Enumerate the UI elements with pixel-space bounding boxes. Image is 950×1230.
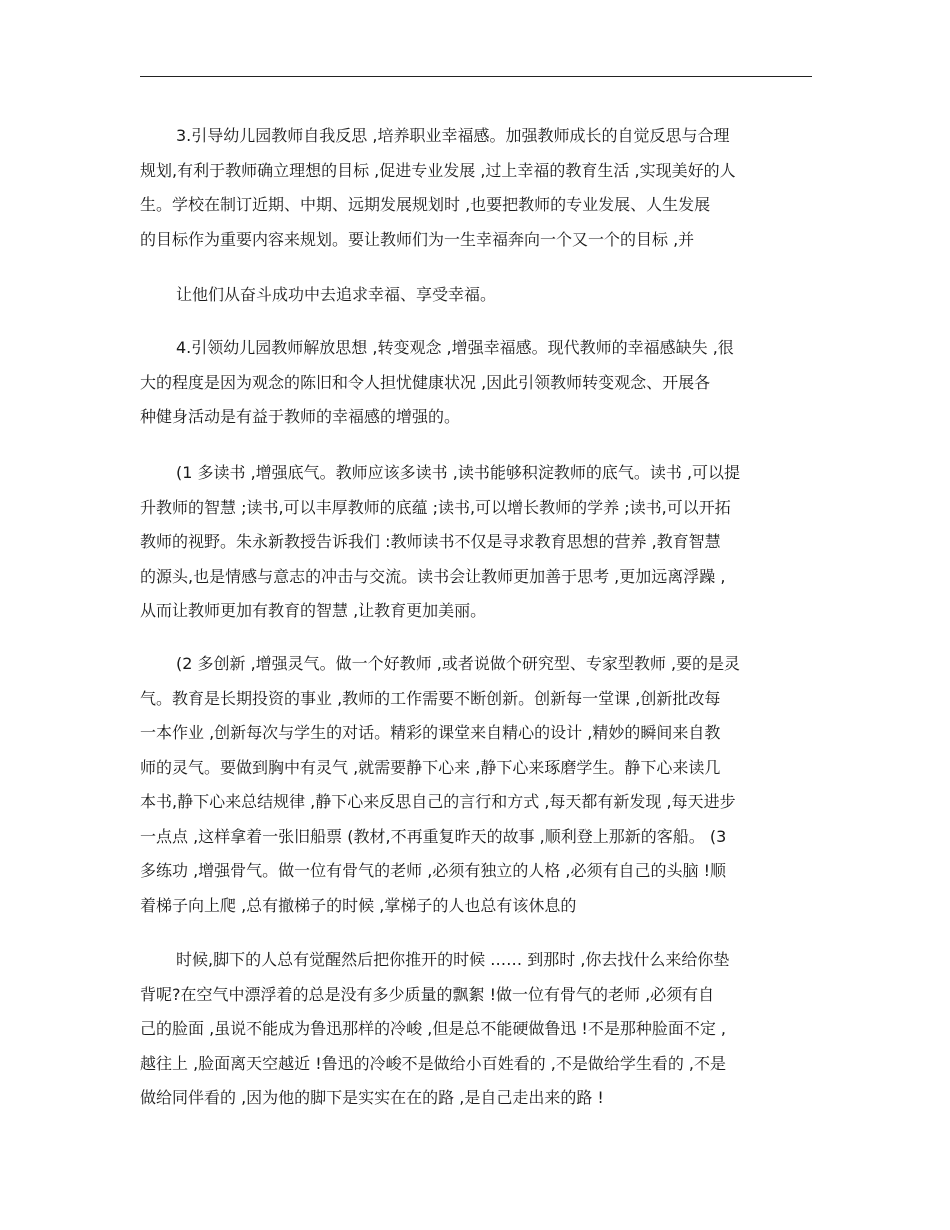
text-line: 背呢?在空气中漂浮着的总是没有多少质量的飘絮 !做一位有骨气的老师 ,必须有自: [140, 984, 715, 1004]
text-line: 让他们从奋斗成功中去追求幸福、享受幸福。: [176, 285, 497, 304]
paragraph-3: [140, 119, 812, 257]
text-line: (1 多读书 ,增强底气。教师应该多读书 ,读书能够积淀教师的底气。读书 ,可以提: [176, 463, 741, 482]
paragraph-reading: [140, 456, 812, 629]
text-line: (2 多创新 ,增强灵气。做一个好教师 ,或者说做个研究型、专家型教师 ,要的是灵: [176, 654, 741, 673]
paragraph-innovation: [140, 647, 812, 923]
text-line: 做给同伴看的 ,因为他的脚下是实实在在的路 ,是自己走出来的路 !: [140, 1088, 604, 1107]
text-line: 本书,静下心来总结规律 ,静下心来反思自己的言行和方式 ,每天都有新发现 ,每天进步: [140, 792, 736, 811]
text-line: 多练功 ,增强骨气。做一位有骨气的老师 ,必须有独立的人格 ,必须有自己的头脑 !顺: [140, 861, 727, 880]
text-line: 着梯子向上爬 ,总有撤梯子的时候 ,掌梯子的人也总有该休息的: [140, 895, 577, 915]
text-line: 种健身活动是有益于教师的幸福感的增强的。: [140, 407, 461, 426]
text-line: 一本作业 ,创新每次与学生的对话。精彩的课堂来自精心的设计 ,精妙的瞬间来自教: [140, 723, 721, 742]
text-line: 3.引导幼儿园教师自我反思 ,培养职业幸福感。加强教师成长的自觉反思与合理: [176, 126, 730, 145]
paragraph-4: [140, 331, 812, 435]
text-line: 的目标作为重要内容来规划。要让教师们为一生幸福奔向一个又一个的目标 ,并: [140, 229, 695, 249]
text-line: 时候,脚下的人总有觉醒然后把你推开的时候 …… 到那时 ,你去找什么来给你垫: [176, 950, 730, 969]
text-line: 师的灵气。要做到胸中有灵气 ,就需要静下心来 ,静下心来琢磨学生。静下心来读几: [140, 757, 721, 777]
text-line: 从而让教师更加有教育的智慧 ,让教育更加美丽。: [140, 601, 487, 620]
paragraph-3-continued: [140, 278, 812, 313]
text-line: 升教师的智慧 ;读书,可以丰厚教师的底蕴 ;读书,可以增长教师的学养 ;读书,可以开拓: [140, 497, 731, 517]
text-line: 4.引领幼儿园教师解放思想 ,转变观念 ,增强幸福感。现代教师的幸福感缺失 ,很: [176, 338, 734, 357]
text-line: 教师的视野。朱永新教授告诉我们 :教师读书不仅是寻求教育思想的营养 ,教育智慧: [140, 532, 721, 551]
text-line: 气。教育是长期投资的事业 ,教师的工作需要不断创新。创新每一堂课 ,创新批改每: [140, 688, 721, 708]
text-line: 己的脸面 ,虽说不能成为鲁迅那样的冷峻 ,但是总不能硬做鲁迅 !不是那种脸面不定 ,: [140, 1019, 727, 1038]
header-rule: [140, 76, 812, 77]
paragraph-backbone: [140, 943, 812, 1116]
text-line: 越往上 ,脸面离天空越近 !鲁迅的冷峻不是做给小百姓看的 ,不是做给学生看的 ,不是: [140, 1053, 727, 1073]
text-line: 的源头,也是情感与意志的冲击与交流。读书会让教师更加善于思考 ,更加远离浮躁 ,: [140, 566, 726, 586]
text-line: 规划,有利于教师确立理想的目标 ,促进专业发展 ,过上幸福的教育生活 ,实现美好的人: [140, 160, 736, 180]
text-line: 生。学校在制订近期、中期、远期发展规划时 ,也要把教师的专业发展、人生发展: [140, 195, 711, 214]
text-line: 大的程度是因为观念的陈旧和令人担忧健康状况 ,因此引领教师转变观念、开展各: [140, 372, 711, 392]
text-line: 一点点 ,这样拿着一张旧船票 (教材,不再重复昨天的故事 ,顺利登上那新的客船。 (3: [140, 826, 727, 846]
